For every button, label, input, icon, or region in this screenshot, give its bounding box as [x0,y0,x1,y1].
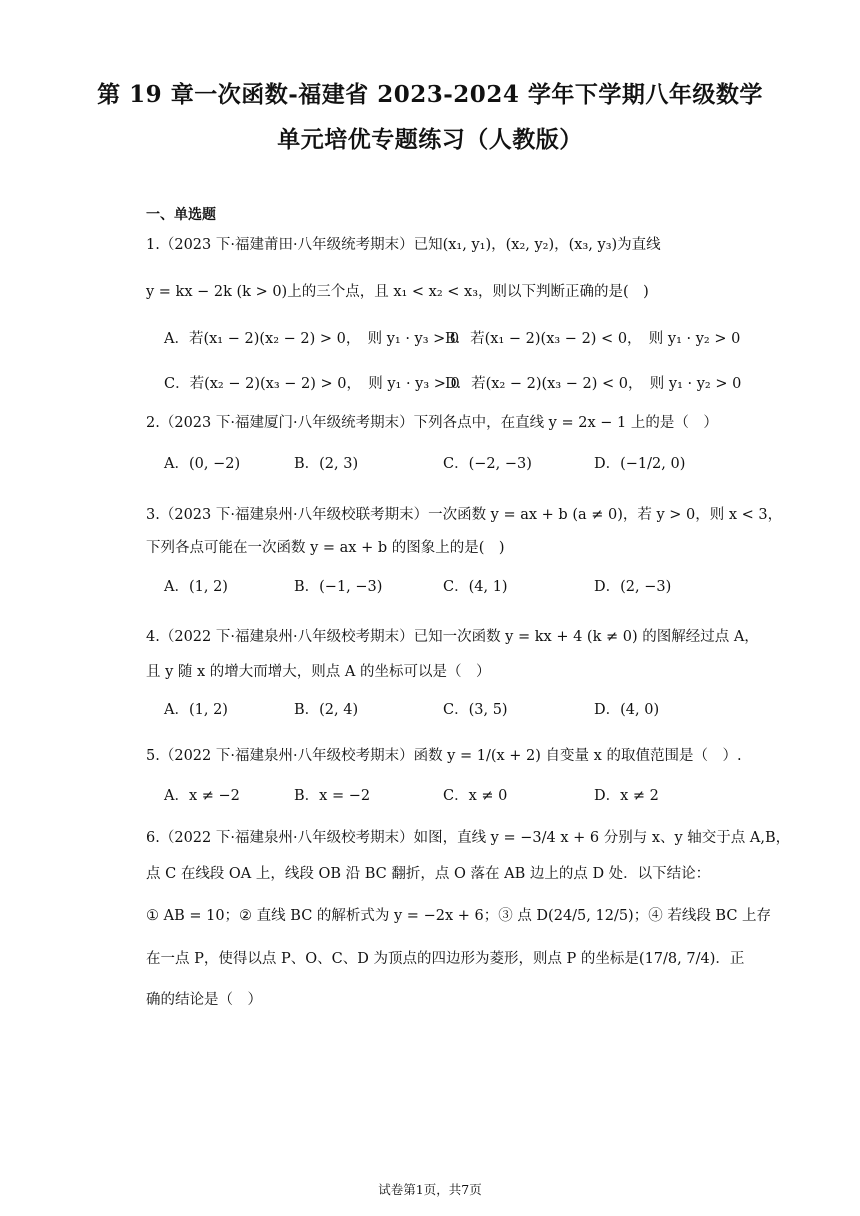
question-1-option-b: B．若(x₁ − 2)(x₃ − 2) < 0， 则 y₁ · y₂ > 0 [445,331,741,347]
question-2-option-a: A．(0, −2) [164,456,241,472]
question-stem: 如图，直线 y = −3/4 x + 6 分别与 x、y 轴交于点 A,B， [413,830,791,846]
question-number: 6. [146,830,160,846]
question-source: （2022 下·福建泉州·八年级校考期末） [159,629,414,645]
question-4-line-2: 且 y 随 x 的增大而增大，则点 A 的坐标可以是（ ） [146,664,491,680]
question-1-option-c: C．若(x₂ − 2)(x₃ − 2) > 0， 则 y₁ · y₃ > 0 [164,376,460,392]
question-6-line-1 [146,826,790,847]
question-number: 1. [146,237,160,253]
question-stem: 一次函数 y = ax + b (a ≠ 0)，若 y > 0，则 x < 3， [428,507,783,523]
question-6-line-5: 确的结论是（ ） [146,992,262,1008]
question-6-line-2: 点 C 在线段 OA 上，线段 OB 沿 BC 翻折，点 O 落在 AB 边上的点 D 处．以下结论： [146,866,711,882]
question-3-line-1 [146,503,782,524]
question-6-line-4: 在一点 P，使得以点 P、O、C、D 为顶点的四边形为菱形，则点 P 的坐标是(17/8, 7/4)．正 [146,951,745,967]
question-4-option-d: D．(4, 0) [594,702,660,718]
question-2-line-1 [146,411,718,432]
question-stem: 下列各点中，在直线 y = 2x − 1 上的是（ ） [413,415,718,431]
question-2-option-b: B．(2, 3) [294,456,359,472]
option-text: A．x ≠ −2 [164,788,240,804]
question-1-option-d: D．若(x₂ − 2)(x₃ − 2) < 0， 则 y₁ · y₂ > 0 [445,376,742,392]
question-stem: 已知(x₁, y₁)，(x₂, y₂)，(x₃, y₃)为直线 [413,237,661,253]
question-source: （2023 下·福建泉州·八年级校联考期末） [159,507,429,523]
question-source: （2023 下·福建莆田·八年级统考期末） [159,237,414,253]
page-footer: 试卷第1页，共7页 [378,1182,482,1197]
question-4-line-1 [146,625,759,646]
question-3-option-b: B．(−1, −3) [294,579,383,595]
question-stem: 已知一次函数 y = kx + 4 (k ≠ 0) 的图解经过点 A， [413,629,759,645]
question-5-option-b: B．x = −2 [294,788,371,804]
question-source: （2022 下·福建泉州·八年级校考期末） [159,830,414,846]
question-number: 2. [146,415,160,431]
question-5-option-a [164,784,240,805]
question-number: 3. [146,507,160,523]
question-3-option-a: A．(1, 2) [164,579,228,595]
question-1-option-a: A．若(x₁ − 2)(x₂ − 2) > 0， 则 y₁ · y₃ > 0 [164,331,460,347]
question-5-option-c: C．x ≠ 0 [443,788,508,804]
question-2-option-d: D．(−1/2, 0) [594,456,686,472]
question-6-line-3: ① AB = 10；② 直线 BC 的解析式为 y = −2x + 6；③ 点 D(24/5, 12/5)；④ 若线段 BC 上存 [146,908,772,924]
document-title-line-1: 第 19 章一次函数-福建省 2023-2024 学年下学期八年级数学 [97,81,763,108]
question-5-line-1 [146,744,742,765]
question-2-option-c: C．(−2, −3) [443,456,532,472]
question-4-option-c: C．(3, 5) [443,702,508,718]
section-heading: 一、单选题 [146,207,216,223]
question-source: （2023 下·福建厦门·八年级统考期末） [159,415,414,431]
question-number: 4. [146,629,160,645]
question-number: 5. [146,748,160,764]
document-title-line-2: 单元培优专题练习（人教版） [277,126,583,153]
question-3-line-2: 下列各点可能在一次函数 y = ax + b 的图象上的是( ) [146,540,505,556]
question-4-option-a: A．(1, 2) [164,702,228,718]
question-stem: 函数 y = 1/(x + 2) 自变量 x 的取值范围是（ ）. [413,748,742,764]
question-1-line-1 [146,233,661,254]
question-4-option-b: B．(2, 4) [294,702,359,718]
question-5-option-d: D．x ≠ 2 [594,788,659,804]
question-source: （2022 下·福建泉州·八年级校考期末） [159,748,414,764]
question-3-option-d: D．(2, −3) [594,579,672,595]
question-3-option-c: C．(4, 1) [443,579,508,595]
question-1-line-2: y = kx − 2k (k > 0)上的三个点，且 x₁ < x₂ < x₃，则以下判断正确的是( ) [146,284,649,300]
